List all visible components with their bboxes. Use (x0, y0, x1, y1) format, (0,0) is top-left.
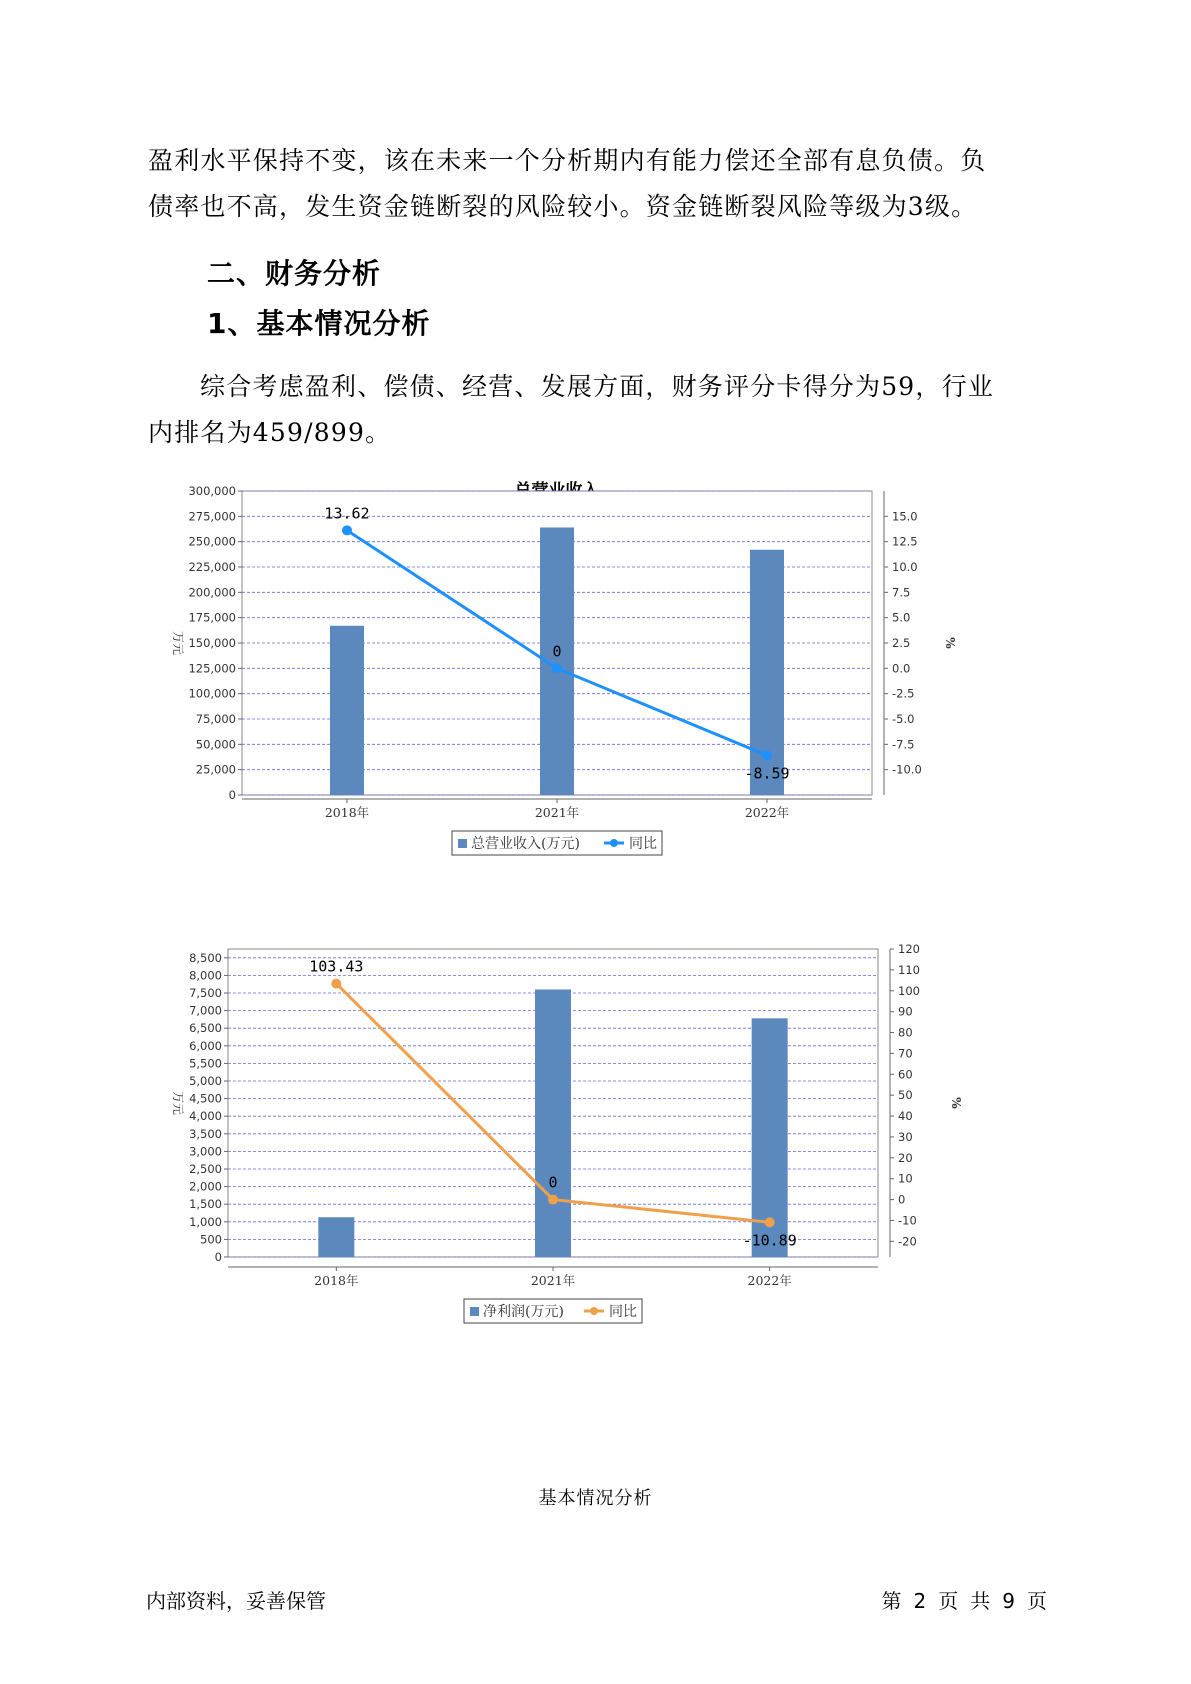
page-suffix: 页 (1027, 1589, 1047, 1613)
figure-caption: 基本情况分析 (538, 1488, 653, 1509)
paragraph-1-line-2: 债率也不高，发生资金链断裂的风险较小。资金链断裂风险等级为3级。 (148, 192, 978, 221)
right-tick-label: 70 (898, 1046, 913, 1061)
left-tick-label: 500 (200, 1232, 222, 1247)
right-tick-label: 7.5 (892, 585, 911, 600)
left-tick-label: 1,000 (189, 1214, 222, 1229)
left-tick-label: 100,000 (188, 686, 236, 701)
right-tick-label: 2.5 (892, 636, 911, 650)
chart-total-revenue (170, 478, 1020, 938)
footer-page-number (876, 1585, 1053, 1614)
subsection-heading-basic-analysis: 1、基本情况分析 (207, 307, 431, 340)
legend-bar-label: 净利润(万元) (483, 1304, 564, 1320)
left-tick-label: 3,000 (189, 1144, 222, 1159)
y-axis-label: 万元 (171, 1090, 185, 1116)
bar-2018年 (318, 1217, 354, 1257)
section-heading-financial-analysis: 二、财务分析 (207, 257, 382, 290)
left-tick-label: 2,500 (189, 1162, 222, 1176)
left-tick-label: 4,000 (189, 1109, 222, 1124)
right-tick-label: 0 (898, 1192, 906, 1207)
right-tick-label: 60 (898, 1067, 913, 1082)
right-tick-label: 15.0 (892, 509, 918, 524)
x-tick-label: 2021年 (534, 805, 580, 820)
y-axis-label: 万元 (171, 630, 185, 656)
right-tick-label: -2.5 (892, 686, 915, 701)
right-tick-label: 40 (898, 1109, 913, 1124)
page-current: 2 (913, 1589, 927, 1613)
left-tick-label: 125,000 (188, 661, 236, 676)
yoy-point-2018年 (342, 525, 352, 535)
right-tick-label: 10 (898, 1171, 913, 1186)
right-tick-label: 120 (898, 942, 920, 956)
right-tick-label: -10.0 (892, 762, 922, 777)
right-tick-label: 5.0 (892, 610, 911, 625)
right-tick-label: 100 (898, 983, 920, 998)
chart-total-revenue-svg (170, 478, 1020, 938)
left-tick-label: 275,000 (188, 509, 236, 524)
yoy-data-label: 0 (548, 1173, 558, 1192)
paragraph-2-line-2: 内排名为459/899。 (148, 418, 392, 447)
right-tick-label: 10.0 (892, 560, 918, 574)
left-tick-label: 7,000 (189, 1003, 222, 1018)
left-tick-label: 200,000 (188, 585, 236, 600)
left-tick-label: 25,000 (195, 762, 236, 777)
left-tick-label: 1,500 (189, 1197, 222, 1212)
right-tick-label: -5.0 (892, 712, 915, 726)
page-total: 9 (1002, 1589, 1015, 1613)
x-tick-label: 2018年 (314, 1273, 359, 1288)
left-tick-label: 5,500 (189, 1056, 222, 1071)
left-tick-label: 6,000 (189, 1038, 222, 1053)
right-tick-label: -10 (898, 1213, 917, 1228)
right-tick-label: 90 (898, 1004, 913, 1019)
left-tick-label: 4,500 (189, 1091, 222, 1106)
x-tick-label: 2021年 (530, 1273, 576, 1288)
yoy-point-2018年 (331, 979, 341, 989)
left-tick-label: 300,000 (188, 484, 236, 498)
right-tick-label: 12.5 (892, 534, 918, 549)
left-tick-label: 6,500 (189, 1021, 222, 1036)
right-tick-label: 110 (898, 962, 920, 977)
legend-bar-swatch (470, 1307, 479, 1316)
page-prefix: 第 (881, 1589, 902, 1613)
chart-net-profit-svg (170, 942, 1020, 1435)
yoy-point-2021年 (548, 1195, 558, 1205)
left-tick-label: 7,500 (189, 986, 222, 1000)
paragraph-1-line-1: 盈利水平保持不变，该在未来一个分析期内有能力偿还全部有息负债。负 (148, 146, 987, 175)
footer-confidential-note: 内部资料，妥善保管 (146, 1589, 326, 1613)
bar-2021年 (535, 989, 571, 1257)
left-tick-label: 75,000 (195, 712, 236, 726)
y2-axis-label: % (943, 637, 957, 649)
left-tick-label: 150,000 (188, 636, 236, 650)
chart-net-profit (170, 942, 1020, 1435)
right-tick-label: 50 (898, 1088, 913, 1103)
paragraph-2-line-1: 综合考虑盈利、偿债、经营、发展方面，财务评分卡得分为59，行业 (200, 372, 995, 401)
right-tick-label: -20 (898, 1234, 917, 1249)
right-tick-label: -7.5 (892, 737, 915, 752)
legend-bar-swatch (458, 839, 467, 848)
x-tick-label: 2018年 (324, 805, 370, 820)
page-mid: 页 (938, 1589, 959, 1613)
yoy-data-label: 0 (552, 642, 562, 661)
page-total-prefix: 共 (970, 1589, 991, 1613)
legend-line-marker (610, 839, 618, 847)
yoy-data-label: 13.62 (324, 504, 370, 523)
right-tick-label: 80 (898, 1025, 913, 1040)
left-tick-label: 5,000 (189, 1074, 222, 1088)
legend-line-label: 同比 (609, 1304, 637, 1320)
yoy-point-2022年 (762, 750, 772, 760)
left-tick-label: 175,000 (188, 610, 236, 625)
yoy-data-label: 103.43 (309, 957, 364, 976)
legend-line-label: 同比 (629, 836, 657, 852)
left-tick-label: 8,500 (189, 950, 222, 965)
left-tick-label: 3,500 (189, 1126, 222, 1141)
left-tick-label: 8,000 (189, 968, 222, 983)
left-tick-label: 225,000 (188, 560, 236, 574)
yoy-point-2021年 (552, 663, 562, 673)
left-tick-label: 250,000 (188, 534, 236, 549)
left-tick-label: 0 (214, 1250, 222, 1264)
right-tick-label: 20 (898, 1150, 913, 1165)
x-tick-label: 2022年 (744, 805, 790, 820)
left-tick-label: 0 (228, 788, 236, 802)
right-tick-label: 30 (898, 1129, 913, 1144)
legend-line-marker (590, 1307, 598, 1315)
legend-bar-label: 总营业收入(万元) (471, 836, 580, 852)
bar-2018年 (330, 626, 364, 795)
left-tick-label: 2,000 (189, 1179, 222, 1194)
y2-axis-label: % (949, 1097, 963, 1109)
x-tick-label: 2022年 (747, 1273, 792, 1288)
right-tick-label: 0.0 (892, 661, 911, 676)
yoy-data-label: -8.59 (744, 764, 790, 783)
left-tick-label: 50,000 (195, 737, 236, 752)
yoy-data-label: -10.89 (742, 1231, 797, 1250)
yoy-point-2022年 (765, 1217, 775, 1227)
